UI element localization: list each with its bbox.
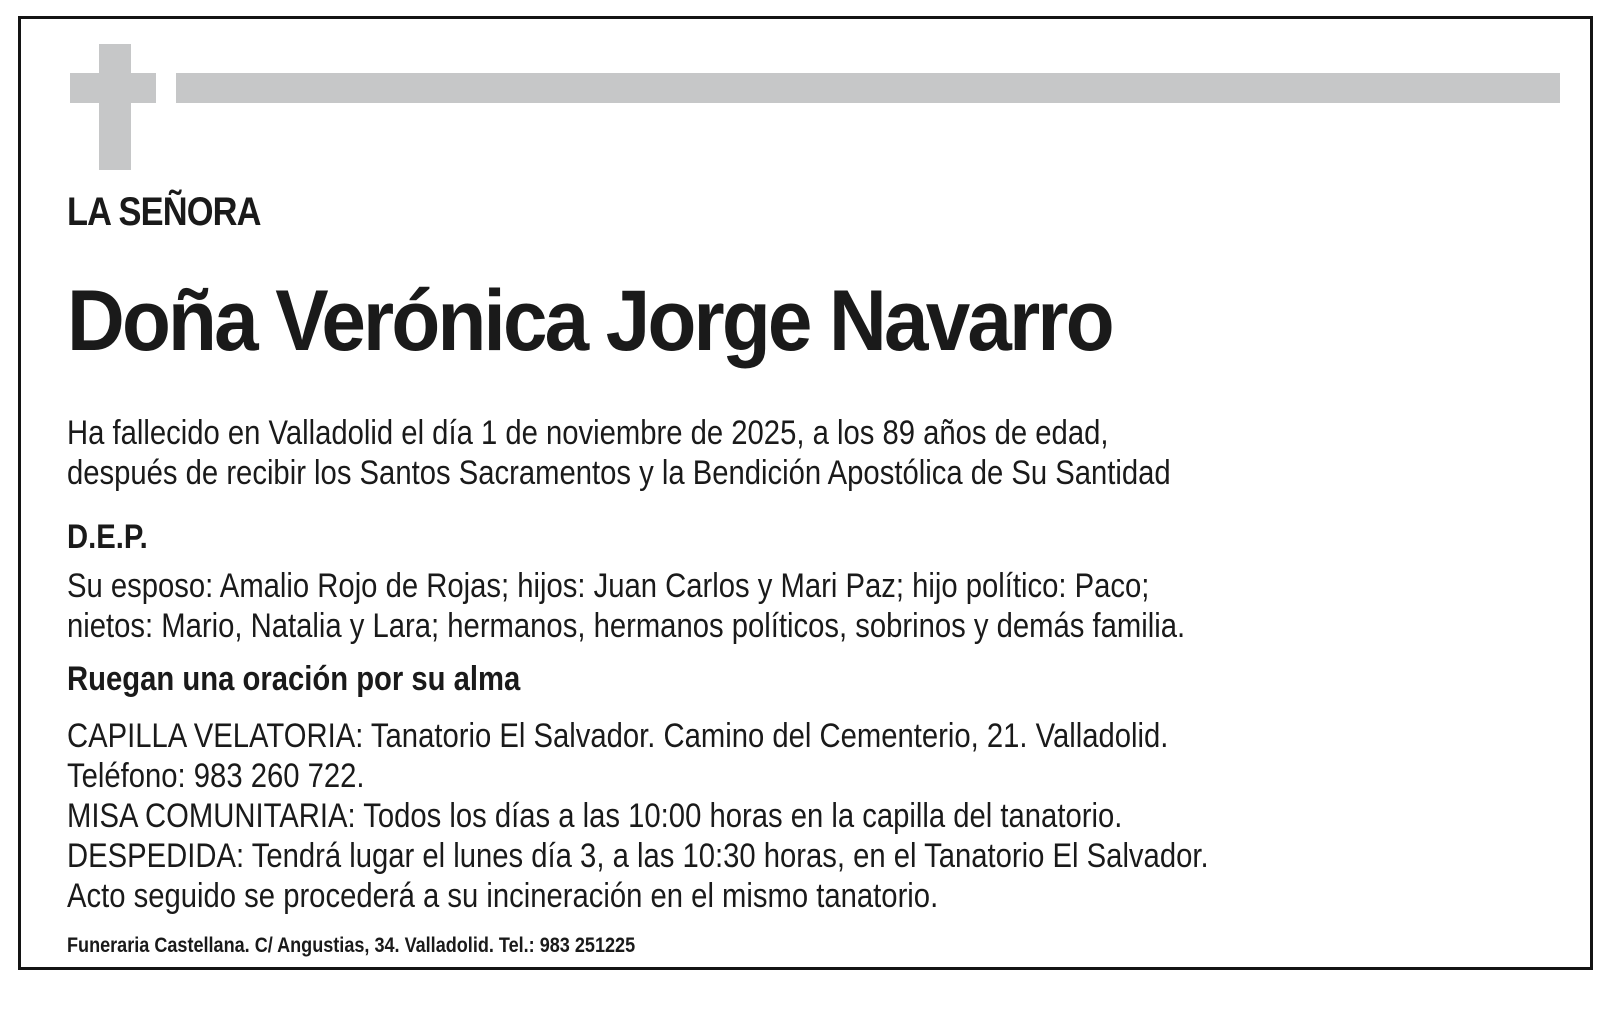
detail-line: MISA COMUNITARIA: Todos los días a las 10:00 horas en la capilla del tanatorio. — [67, 797, 1123, 835]
family-line: nietos: Mario, Natalia y Lara; hermanos, hermanos políticos, sobrinos y demás familia. — [67, 607, 1186, 645]
service-details — [67, 716, 1209, 916]
header-bar — [176, 73, 1560, 103]
prayer-request: Ruegan una oración por su alma — [67, 660, 521, 698]
detail-line: Acto seguido se procederá a su incineración en el mismo tanatorio. — [67, 877, 939, 915]
announcement — [67, 413, 1171, 493]
title-label: LA SEÑORA — [67, 190, 261, 234]
dep-label: D.E.P. — [67, 518, 148, 556]
detail-line: CAPILLA VELATORIA: Tanatorio El Salvador. Camino del Cementerio, 21. Valladolid. — [67, 717, 1169, 755]
deceased-name: Doña Verónica Jorge Navarro — [67, 273, 1112, 369]
cross-horizontal — [70, 73, 156, 103]
detail-line: Teléfono: 983 260 722. — [67, 757, 365, 795]
detail-line: DESPEDIDA: Tendrá lugar el lunes día 3, a las 10:30 horas, en el Tanatorio El Salvador. — [67, 837, 1209, 875]
funeral-home-footer: Funeraria Castellana. C/ Angustias, 34. Valladolid. Tel.: 983 251225 — [67, 934, 636, 957]
cross-vertical — [99, 44, 131, 170]
family-list — [67, 566, 1185, 646]
family-line: Su esposo: Amalio Rojo de Rojas; hijos: Juan Carlos y Mari Paz; hijo político: Paco; — [67, 567, 1150, 605]
announcement-line: después de recibir los Santos Sacramentos y la Bendición Apostólica de Su Santidad — [67, 454, 1171, 492]
announcement-line: Ha fallecido en Valladolid el día 1 de noviembre de 2025, a los 89 años de edad, — [67, 414, 1109, 452]
